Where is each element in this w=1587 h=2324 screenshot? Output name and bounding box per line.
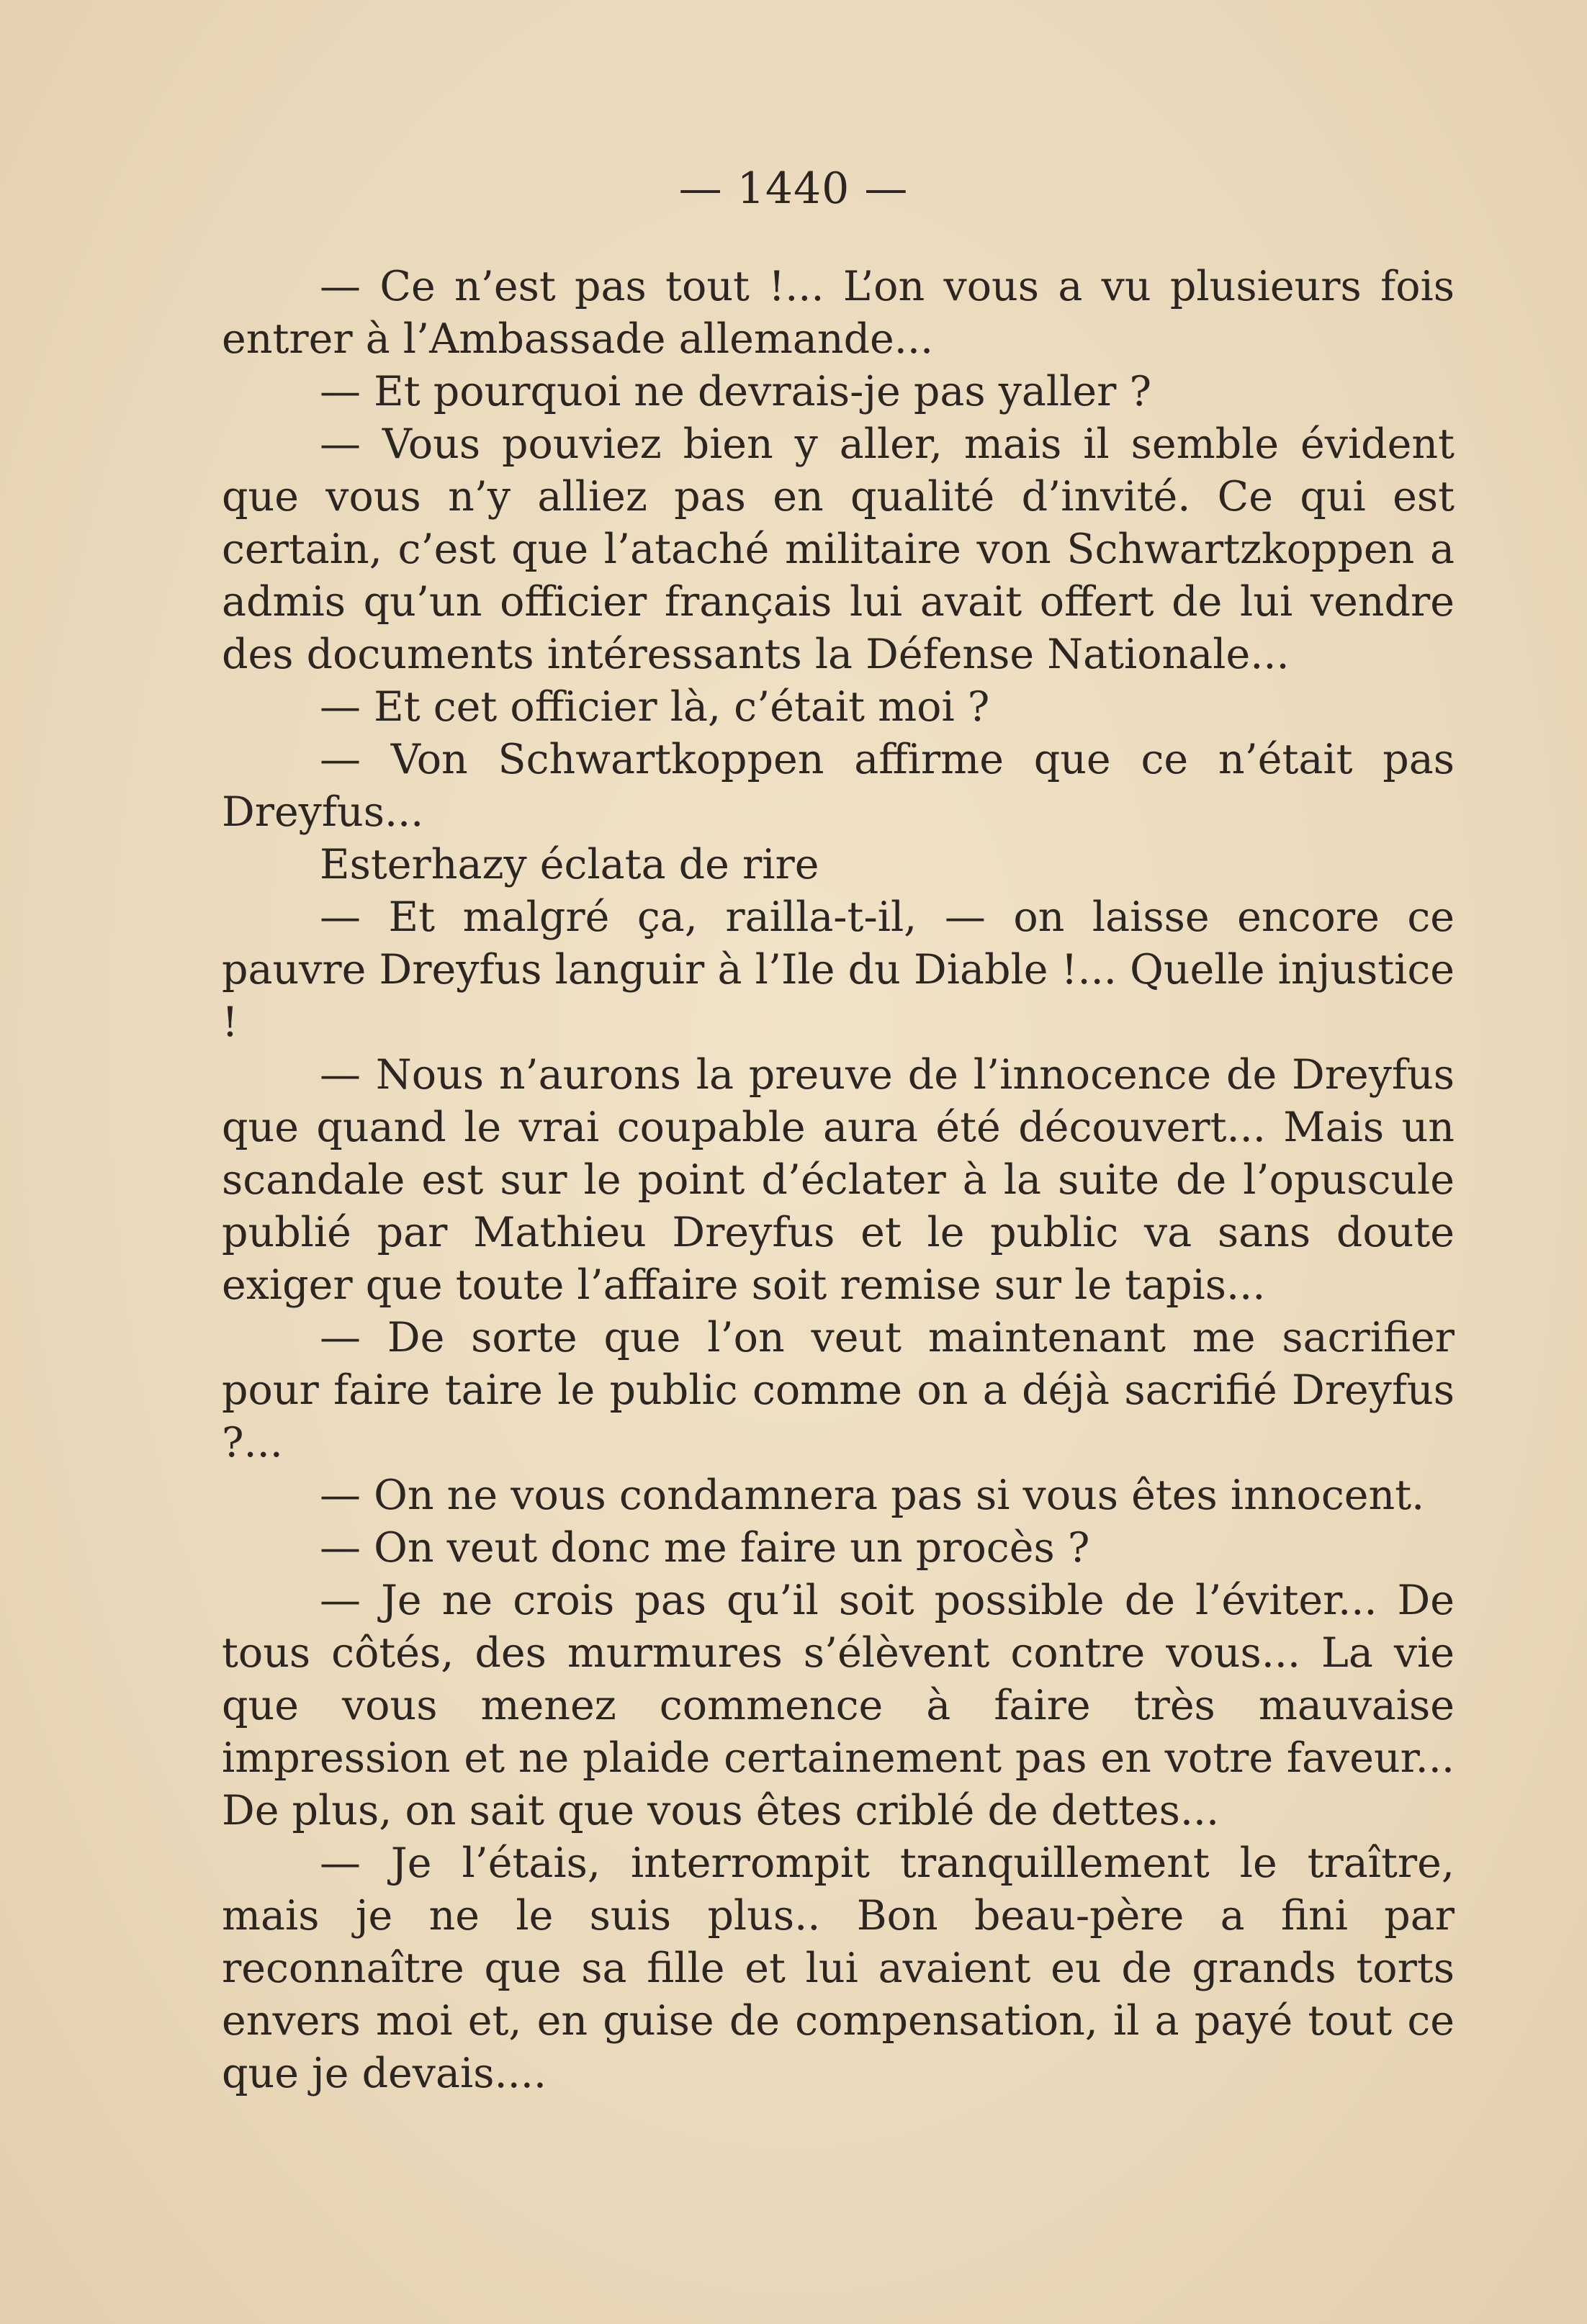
paragraph: — Et pourquoi ne devrais-je pas yaller ?: [320, 368, 1152, 415]
paragraph: — Et cet officier là, c’était moi ?: [320, 683, 990, 731]
paragraph: — Et malgré ça, railla-t-il, — on laisse encore ce pauvre Dreyfus languir à l’Ile du Diable !... Quelle injustice !: [222, 893, 1455, 1046]
paragraph: — Nous n’aurons la preuve de l’innocence de Dreyfus que quand le vrai coupable aura été découvert... Mais un scandale est sur le point d’éclater à la suite de l’opuscule publié par Mathieu Dreyfus et le public va sans doute exiger que toute l’affaire soit remise sur le tapis...: [222, 1051, 1455, 1309]
paragraph: — On ne vous condamnera pas si vous êtes innocent.: [320, 1472, 1425, 1519]
paragraph: — De sorte que l’on veut maintenant me sacrifier pour faire taire le public comme on a déjà sacrifié Dreyfus ?...: [222, 1314, 1455, 1467]
page-number: — 1440 —: [678, 163, 909, 214]
paragraph: — Von Schwartkoppen affirme que ce n’était pas Dreyfus...: [222, 736, 1455, 836]
paragraph: — Ce n’est pas tout !... L’on vous a vu plusieurs fois entrer à l’Ambassade allemande...: [222, 263, 1455, 363]
body-text: [222, 261, 1455, 2100]
paragraph: — Je l’étais, interrompit tranquillement le traître, mais je ne le suis plus.. Bon beau-père a fini par reconnaître que sa fille et lui avaient eu de grands torts envers moi et, en guise de compensation, il a payé tout ce que je devais....: [222, 1839, 1455, 2097]
paragraph: — On veut donc me faire un procès ?: [320, 1524, 1090, 1572]
paragraph: — Vous pouviez bien y aller, mais il semble évident que vous n’y alliez pas en qualité d’invité. Ce qui est certain, c’est que l’ataché militaire von Schwartzkoppen a admis qu’un officier français lui avait offert de lui vendre des documents intéressants la Défense Nationale...: [222, 420, 1455, 678]
paragraph: Esterhazy éclata de rire: [320, 841, 819, 888]
paragraph: — Je ne crois pas qu’il soit possible de l’éviter... De tous côtés, des murmures s’élèvent contre vous... La vie que vous menez commence à faire très mauvaise impression et ne plaide certainement pas en votre faveur... De plus, on sait que vous êtes criblé de dettes...: [222, 1577, 1455, 1834]
